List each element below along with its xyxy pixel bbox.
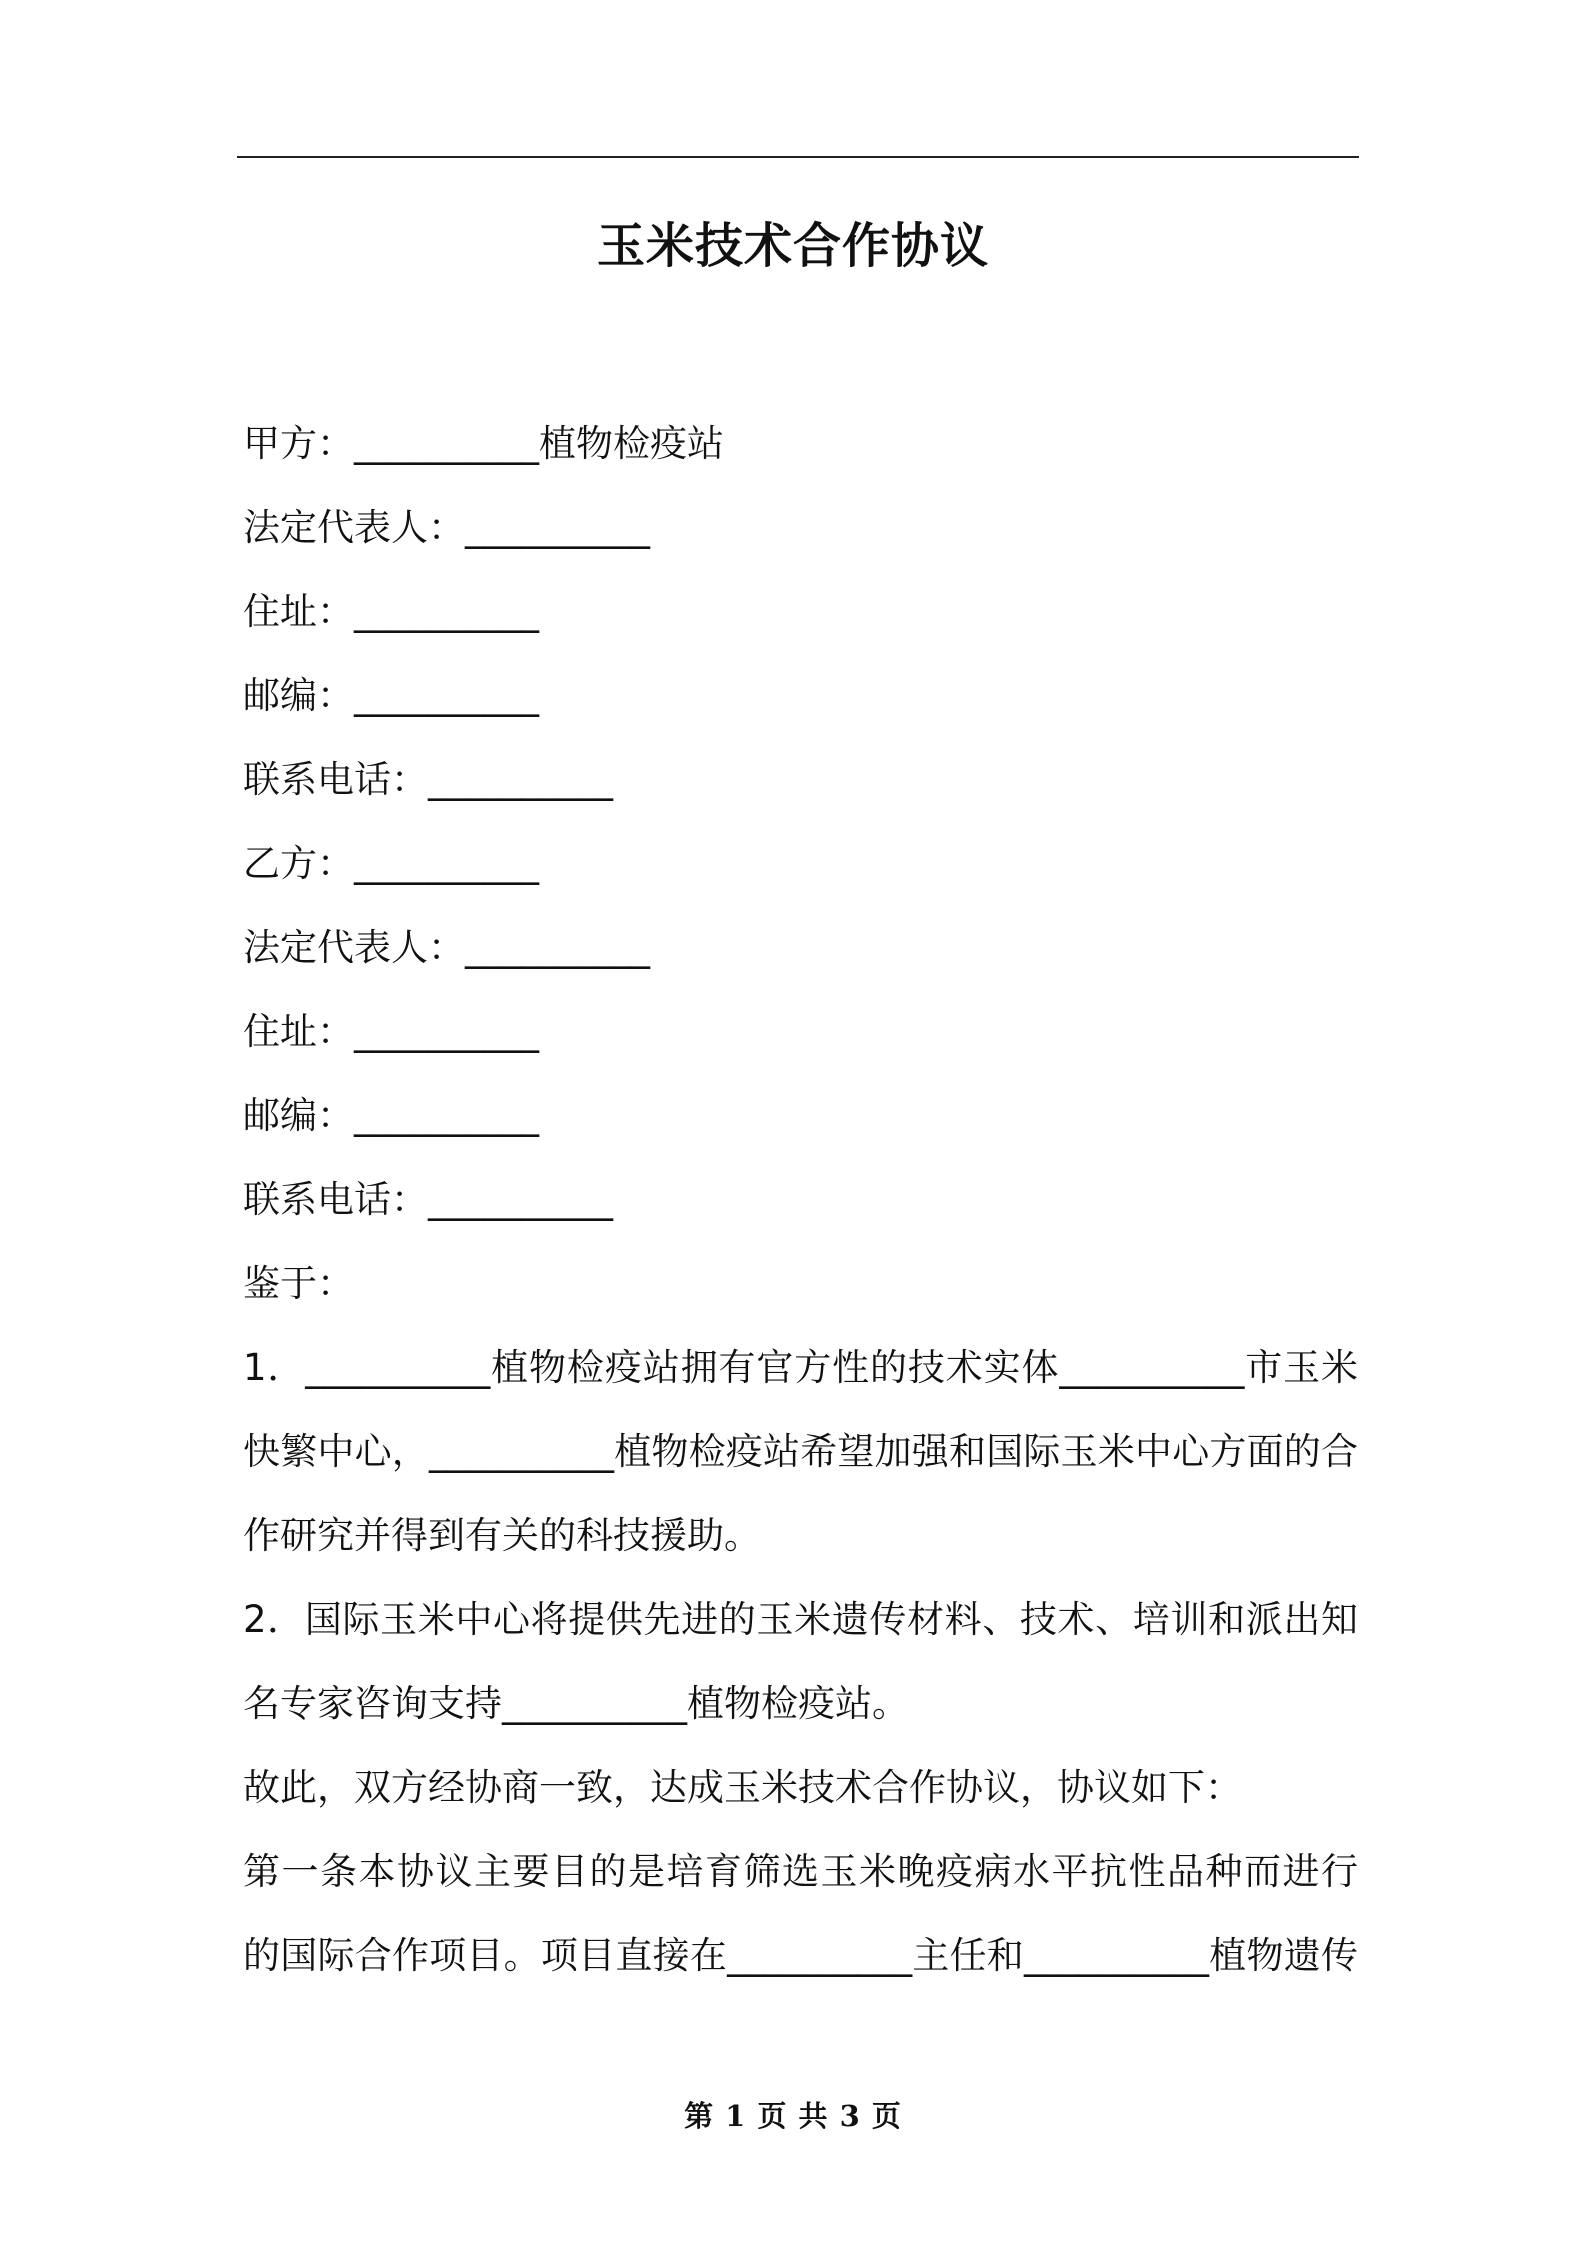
party-b-postcode-line: 邮编：__________ — [243, 1094, 539, 1137]
header-rule — [237, 156, 1359, 158]
body-line: 1．__________植物检疫站拥有官方性的技术实体__________市玉米 — [243, 1346, 1358, 1389]
party-b-address-line: 住址：__________ — [243, 1010, 539, 1053]
body-line: 名专家咨询支持__________植物检疫站。 — [243, 1682, 909, 1725]
party-a-line: 甲方：__________植物检疫站 — [243, 422, 724, 465]
party-a-representative-line: 法定代表人：__________ — [243, 506, 650, 549]
body-line: 第一条本协议主要目的是培育筛选玉米晚疫病水平抗性品种而进行 — [243, 1850, 1358, 1893]
body-line: 2．国际玉米中心将提供先进的玉米遗传材料、技术、培训和派出知 — [243, 1598, 1358, 1641]
page-number-footer: 第 1 页 共 3 页 — [684, 2099, 902, 2133]
party-b-phone-line: 联系电话：__________ — [243, 1178, 613, 1221]
body-line: 故此，双方经协商一致，达成玉米技术合作协议，协议如下： — [243, 1766, 1242, 1809]
party-a-phone-line: 联系电话：__________ — [243, 758, 613, 801]
body-line: 的国际合作项目。项目直接在__________主任和__________植物遗传 — [243, 1934, 1358, 1977]
body-line: 快繁中心，__________植物检疫站希望加强和国际玉米中心方面的合 — [243, 1430, 1358, 1473]
body-line: 作研究并得到有关的科技援助。 — [243, 1514, 761, 1557]
party-b-representative-line: 法定代表人：__________ — [243, 926, 650, 969]
document-title: 玉米技术合作协议 — [596, 218, 989, 274]
whereas-line: 鉴于： — [243, 1262, 354, 1305]
party-b-line: 乙方：__________ — [243, 842, 539, 885]
party-a-address-line: 住址：__________ — [243, 590, 539, 633]
document-body — [243, 402, 1358, 1998]
party-a-postcode-line: 邮编：__________ — [243, 674, 539, 717]
